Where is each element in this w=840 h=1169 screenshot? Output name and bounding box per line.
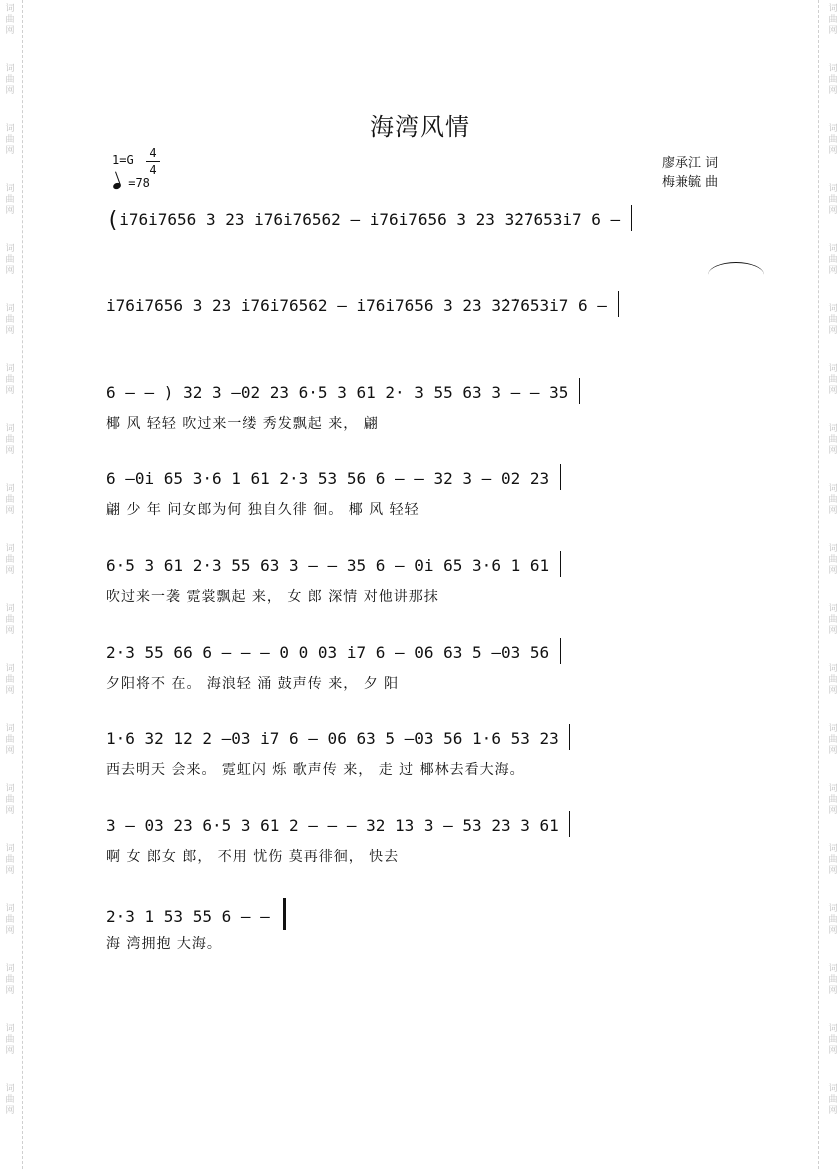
- watermark-text: 词 曲 网: [5, 4, 15, 36]
- score-line: [106, 811, 571, 837]
- watermark-text: 词 曲 网: [828, 424, 838, 456]
- barline: [560, 638, 561, 664]
- watermark-text: 词 曲 网: [5, 544, 15, 576]
- lyric-line-7: 西去明天 会来。 霓虹闪 烁 歌声传 来， 走 过 椰林去看大海。: [106, 762, 525, 778]
- watermark-text: 词 曲 网: [5, 724, 15, 756]
- watermark-text: 词 曲 网: [5, 904, 15, 936]
- watermark-text: 词 曲 网: [828, 844, 838, 876]
- watermark-text: 词 曲 网: [828, 1084, 838, 1116]
- watermark-text: 词 曲 网: [5, 604, 15, 636]
- barline: [560, 464, 561, 490]
- barline: [579, 378, 580, 404]
- watermark-text: 词 曲 网: [828, 964, 838, 996]
- lyric-line-6: 夕阳将不 在。 海浪轻 涌 鼓声传 来， 夕 阳: [106, 676, 400, 692]
- score-line: [106, 638, 562, 664]
- tempo-value: =78: [128, 176, 150, 190]
- time-signature-denominator: 4: [149, 163, 157, 177]
- watermark-text: 词 曲 网: [5, 184, 15, 216]
- watermark-text: 词 曲 网: [5, 64, 15, 96]
- score-line: [106, 898, 286, 930]
- music-line-2: i76i7656 3 23 i76i76562 – i76i7656 3 23 3̇2̇7653i7 6 –: [106, 296, 607, 315]
- watermark-text: 词 曲 网: [5, 964, 15, 996]
- watermark-text: 词 曲 网: [828, 4, 838, 36]
- time-signature: [146, 146, 160, 177]
- watermark-text: 词 曲 网: [5, 364, 15, 396]
- watermark-text: 词 曲 网: [828, 364, 838, 396]
- slur: [708, 262, 764, 275]
- watermark-text: 词 曲 网: [828, 1024, 838, 1056]
- watermark-text: 词 曲 网: [5, 244, 15, 276]
- quarter-note-icon: [112, 182, 122, 190]
- watermark-text: 词 曲 网: [828, 244, 838, 276]
- final-barline: [283, 898, 286, 930]
- composer-credit: 梅兼毓 曲: [662, 175, 719, 190]
- barline: [618, 291, 619, 317]
- barline: [569, 724, 570, 750]
- watermark-text: 词 曲 网: [828, 544, 838, 576]
- song-title: 海湾风情: [370, 113, 470, 141]
- watermark-text: 词 曲 网: [5, 1084, 15, 1116]
- score-line: [106, 551, 562, 577]
- watermark-text: 词 曲 网: [5, 1024, 15, 1056]
- tempo-marking: [113, 176, 150, 190]
- lyric-line-9: 海 湾拥抱 大海。: [106, 936, 222, 952]
- watermark-text: 词 曲 网: [828, 64, 838, 96]
- lyricist-credit: 廖承江 词: [662, 156, 719, 171]
- score-line: [106, 464, 562, 490]
- left-watermark-column: [0, 0, 23, 1169]
- watermark-text: 词 曲 网: [828, 664, 838, 696]
- music-line-6: 2·3 55 66 6 – – – 0 0 03 i7 6 – 06 63 5 –03 56: [106, 643, 550, 662]
- watermark-text: 词 曲 网: [828, 304, 838, 336]
- watermark-text: 词 曲 网: [828, 124, 838, 156]
- music-line-8: 3 – 03 23 6·5 3 61 2 – – – 32 13 3 – 53 23 3 61: [106, 816, 559, 835]
- watermark-text: 词 曲 网: [828, 784, 838, 816]
- music-line-1: i76i7656 3 23 i76i76562 – i76i7656 3 23 3̇2̇7653i7 6 –: [119, 210, 621, 229]
- music-line-5: 6·5 3 61 2·3 55 63 3 – – 35 6 – 0i 65 3·6 1 61: [106, 556, 550, 575]
- score-line: [106, 724, 571, 750]
- barline: [569, 811, 570, 837]
- watermark-text: 词 曲 网: [828, 184, 838, 216]
- score-line: [106, 291, 620, 317]
- watermark-text: 词 曲 网: [828, 904, 838, 936]
- watermark-text: 词 曲 网: [5, 424, 15, 456]
- key-signature: 1=G: [112, 153, 134, 167]
- lyric-line-4: 翩 少 年 问女郎为何 独自久徘 徊。 椰 风 轻轻: [106, 502, 420, 518]
- watermark-text: 词 曲 网: [5, 484, 15, 516]
- watermark-text: 词 曲 网: [5, 784, 15, 816]
- lyric-line-5: 吹过来一袭 霓裳飘起 来， 女 郎 深情 对他讲那抹: [106, 589, 439, 605]
- music-line-9: 2·3 1 53 55 6 – –: [106, 907, 270, 926]
- watermark-text: 词 曲 网: [5, 304, 15, 336]
- score-line: [106, 378, 581, 404]
- watermark-text: 词 曲 网: [828, 724, 838, 756]
- watermark-text: 词 曲 网: [5, 844, 15, 876]
- barline: [560, 551, 561, 577]
- right-watermark-column: [818, 0, 840, 1169]
- barline: [631, 205, 632, 231]
- watermark-text: 词 曲 网: [828, 604, 838, 636]
- intro-bracket: (: [106, 208, 120, 233]
- watermark-text: 词 曲 网: [5, 124, 15, 156]
- music-line-4: 6 –0i 65 3·6 1 61 2·3 53 56 6 – – 32 3 – 02 23: [106, 469, 550, 488]
- watermark-text: 词 曲 网: [828, 484, 838, 516]
- watermark-text: 词 曲 网: [5, 664, 15, 696]
- music-line-7: 1·6 32 12 2 –03 i7 6 – 06 63 5 –03 56 1·6 53 23: [106, 729, 559, 748]
- lyric-line-8: 啊 女 郎女 郎， 不用 忧伤 莫再徘徊， 快去: [106, 849, 400, 865]
- score-line: [106, 205, 633, 231]
- time-signature-numerator: 4: [149, 146, 157, 160]
- lyric-line-3: 椰 风 轻轻 吹过来一缕 秀发飘起 来， 翩: [106, 416, 379, 432]
- music-line-3: 6 – – ) 32 3 –02 23 6·5 3 61 2· 3 55 63 3 – – 35: [106, 383, 569, 402]
